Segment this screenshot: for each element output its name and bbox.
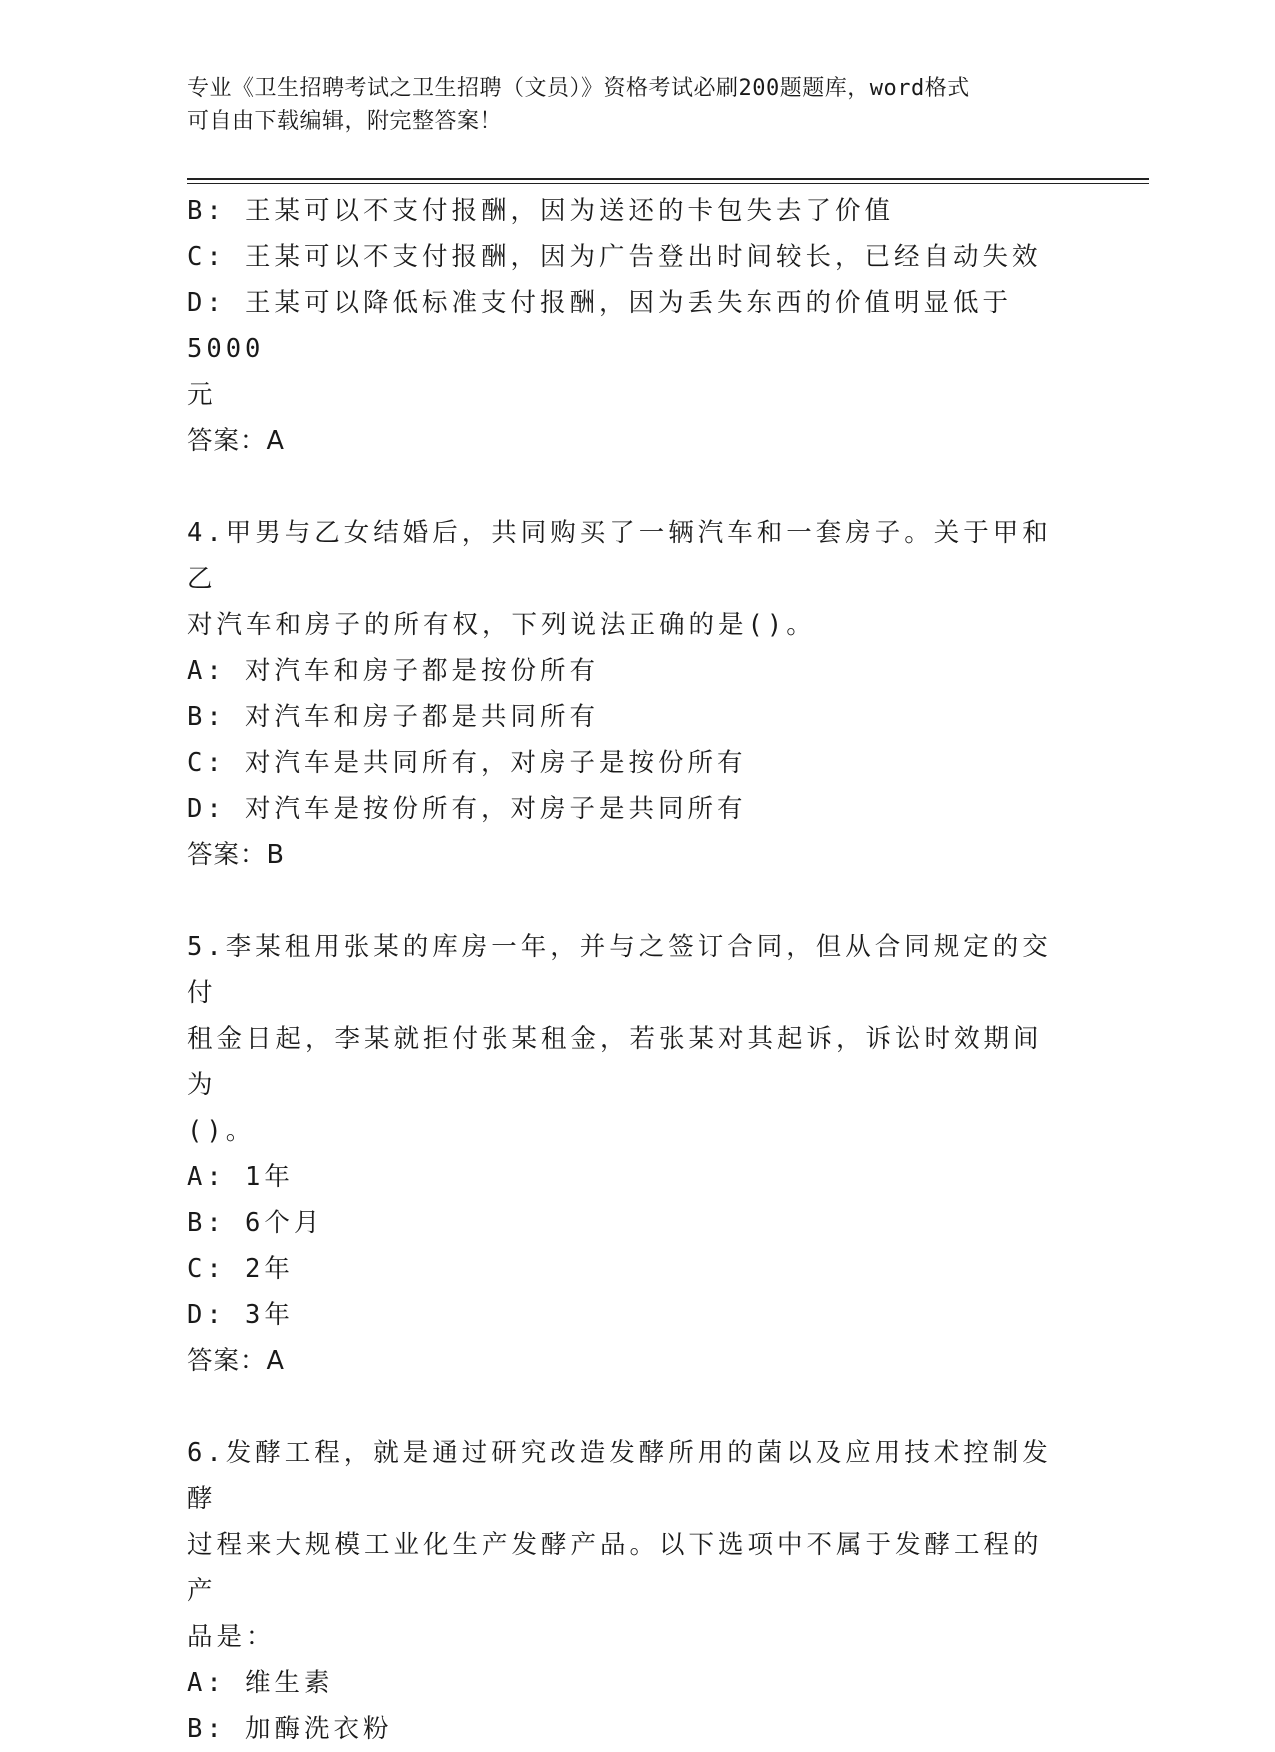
question-6 [187,1430,1067,1752]
option-b: B: 6个月 [187,1208,324,1238]
option-a: A: 维生素 [187,1668,334,1698]
question-stem: ()。 [187,1116,256,1146]
spacer [187,1384,1067,1430]
option-d: D: 对汽车是按份所有，对房子是共同所有 [187,794,747,824]
header-line-1: 专业《卫生招聘考试之卫生招聘（文员）》资格考试必刷200题题库，word格式 [187,76,970,101]
option-d-wrap: 元 [187,380,217,410]
option-c: C: 2年 [187,1254,294,1284]
question-stem: 过程来大规模工业化生产发酵产品。以下选项中不属于发酵工程的产 [187,1530,1043,1606]
question-stem: 对汽车和房子的所有权，下列说法正确的是()。 [187,610,816,640]
option-c: C: 对汽车是共同所有，对房子是按份所有 [187,748,747,778]
question-3-continued [187,188,1067,464]
option-a: A: 1年 [187,1162,294,1192]
header-line-2: 可自由下载编辑，附完整答案！ [187,109,503,134]
header-rule-thick [187,178,1149,180]
spacer [187,464,1067,510]
option-b: B: 加酶洗衣粉 [187,1714,393,1744]
question-stem: 4.甲男与乙女结婚后，共同购买了一辆汽车和一套房子。关于甲和乙 [187,518,1052,594]
question-stem: 5.李某租用张某的库房一年，并与之签订合同，但从合同规定的交付 [187,932,1052,1008]
option-d: D: 3年 [187,1300,294,1330]
option-b: B: 对汽车和房子都是共同所有 [187,702,600,732]
header-rule-thin [187,183,1149,184]
answer: 答案：A [187,426,285,456]
answer: 答案：B [187,840,285,870]
question-stem: 6.发酵工程，就是通过研究改造发酵所用的菌以及应用技术控制发酵 [187,1438,1052,1514]
option-b: B: 王某可以不支付报酬，因为送还的卡包失去了价值 [187,196,895,226]
spacer [187,878,1067,924]
document-header [187,72,1087,138]
document-body [187,188,1067,1752]
question-4 [187,510,1067,878]
option-c: C: 王某可以不支付报酬，因为广告登出时间较长，已经自动失效 [187,242,1042,272]
question-stem: 品是： [187,1622,276,1652]
option-d: D: 王某可以降低标准支付报酬，因为丢失东西的价值明显低于5000 [187,288,1013,364]
option-a: A: 对汽车和房子都是按份所有 [187,656,600,686]
question-5 [187,924,1067,1384]
question-stem: 租金日起，李某就拒付张某租金，若张某对其起诉，诉讼时效期间为 [187,1024,1043,1100]
answer: 答案：A [187,1346,285,1376]
